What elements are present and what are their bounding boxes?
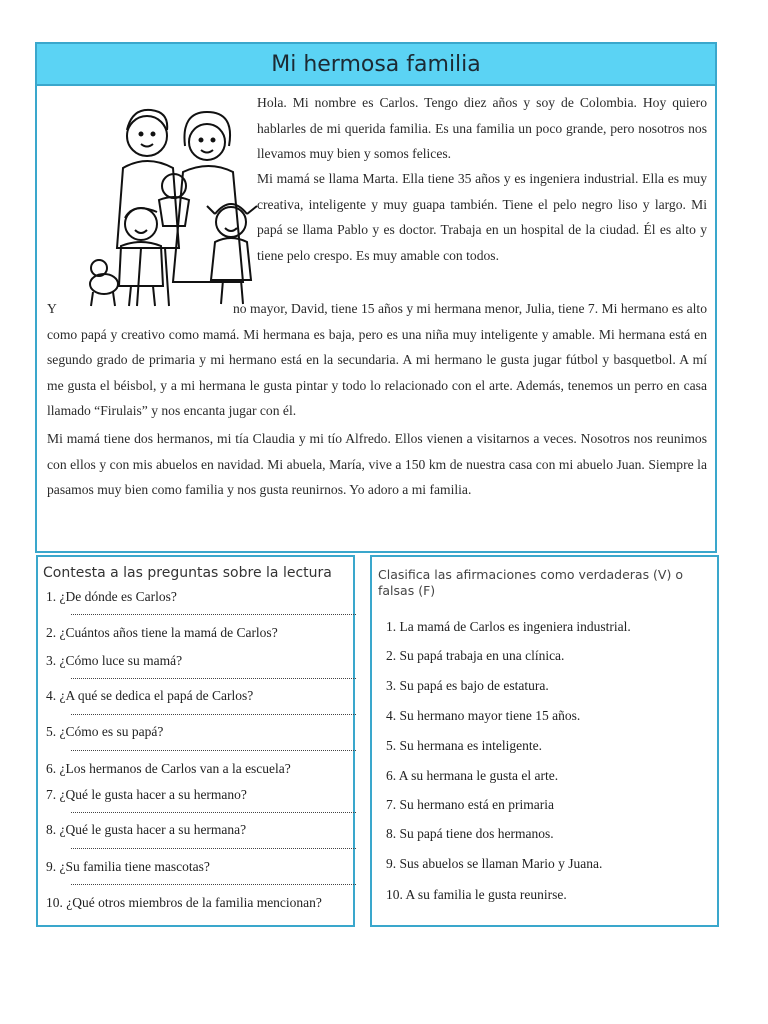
answer-line-1[interactable] — [71, 614, 356, 615]
paragraph-siblings-start: Y — [47, 301, 57, 316]
paragraph-siblings — [47, 296, 707, 424]
statement-1: 1. La mamá de Carlos es ingeniera industrial. — [386, 619, 631, 634]
statement-8: 8. Su papá tiene dos hermanos. — [386, 826, 554, 841]
paragraph-relatives: Mi mamá tiene dos hermanos, mi tía Claudia y mi tío Alfredo. Ellos vienen a visitarnos a veces. Nosotros nos reunimos con ellos y con mis abuelos en navidad. Mi abuela, María, vive a 150 km de nuestra casa con mi abuelo Juan. Siempre la pasamos muy bien como familia y nos gusta reunirnos. Yo adoro a mi familia. — [47, 431, 707, 497]
answer-line-9[interactable] — [71, 884, 356, 885]
question-7: 7. ¿Qué le gusta hacer a su hermano? — [46, 787, 247, 802]
question-2: 2. ¿Cuántos años tiene la mamá de Carlos? — [46, 625, 278, 640]
questions-heading: Contesta a las preguntas sobre la lectura — [43, 565, 332, 581]
true-false-panel — [370, 555, 719, 927]
answer-line-8[interactable] — [71, 848, 356, 849]
question-4: 4. ¿A qué se dedica el papá de Carlos? — [46, 688, 254, 703]
statement-9: 9. Sus abuelos se llaman Mario y Juana. — [386, 856, 603, 871]
question-10: 10. ¿Qué otros miembros de la familia mencionan? — [46, 895, 322, 910]
question-1: 1. ¿De dónde es Carlos? — [46, 589, 177, 604]
statement-4: 4. Su hermano mayor tiene 15 años. — [386, 708, 581, 723]
question-3: 3. ¿Cómo luce su mamá? — [46, 653, 183, 668]
paragraph-parents: Mi mamá se llama Marta. Ella tiene 35 años y es ingeniera industrial. Ella es muy creativa, inteligente y muy guapa también. Tiene el pelo negro liso y largo. Mi papá se llama Pablo y es doctor. Trabaja en un hospital de la ciudad. Él es alto y tiene pelo crespo. Es muy amable con todos. — [257, 171, 707, 263]
statement-2: 2. Su papá trabaja en una clínica. — [386, 648, 565, 663]
statement-6: 6. A su hermana le gusta el arte. — [386, 768, 559, 783]
answer-line-4[interactable] — [71, 714, 356, 715]
question-6: 6. ¿Los hermanos de Carlos van a la escuela? — [46, 761, 291, 776]
paragraph-intro: Hola. Mi nombre es Carlos. Tengo diez años y soy de Colombia. Hoy quiero hablarles de mi querida familia. Es una familia un poco grande, pero nosotros nos llevamos muy bien y somos felices. — [257, 95, 707, 161]
question-9: 9. ¿Su familia tiene mascotas? — [46, 859, 210, 874]
family-illustration — [79, 96, 279, 311]
true-false-heading: Clasifica las afirmaciones como verdaderas (V) o falsas (F) — [378, 567, 683, 598]
answer-line-7[interactable] — [71, 812, 356, 813]
paragraph-siblings-text: no mayor, David, tiene 15 años y mi hermana menor, Julia, tiene 7. Mi hermano es alto como papá y creativo como mamá. Mi hermana es baja, pero es una niña muy inteligente y amable. Mi hermana está en segundo grado de primaria y mi hermano está en la secundaria. A mi hermano le gusta jugar fútbol y basquetbol. A mí me gusta el béisbol, y a mi hermana le gusta pintar y todo lo relacionado con el arte. Además, tenemos un perro en casa llamado “Firulais” y nos encanta jugar con él. — [47, 301, 707, 418]
page-title: Mi hermosa familia — [37, 44, 715, 86]
answer-line-3[interactable] — [71, 678, 356, 679]
question-8: 8. ¿Qué le gusta hacer a su hermana? — [46, 822, 247, 837]
statement-7: 7. Su hermano está en primaria — [386, 797, 554, 812]
answer-line-5[interactable] — [71, 750, 356, 751]
question-5: 5. ¿Cómo es su papá? — [46, 724, 164, 739]
statement-5: 5. Su hermana es inteligente. — [386, 738, 542, 753]
statement-3: 3. Su papá es bajo de estatura. — [386, 678, 549, 693]
statement-10: 10. A su familia le gusta reunirse. — [386, 887, 567, 902]
questions-panel — [36, 555, 355, 927]
reading-panel — [35, 42, 717, 553]
